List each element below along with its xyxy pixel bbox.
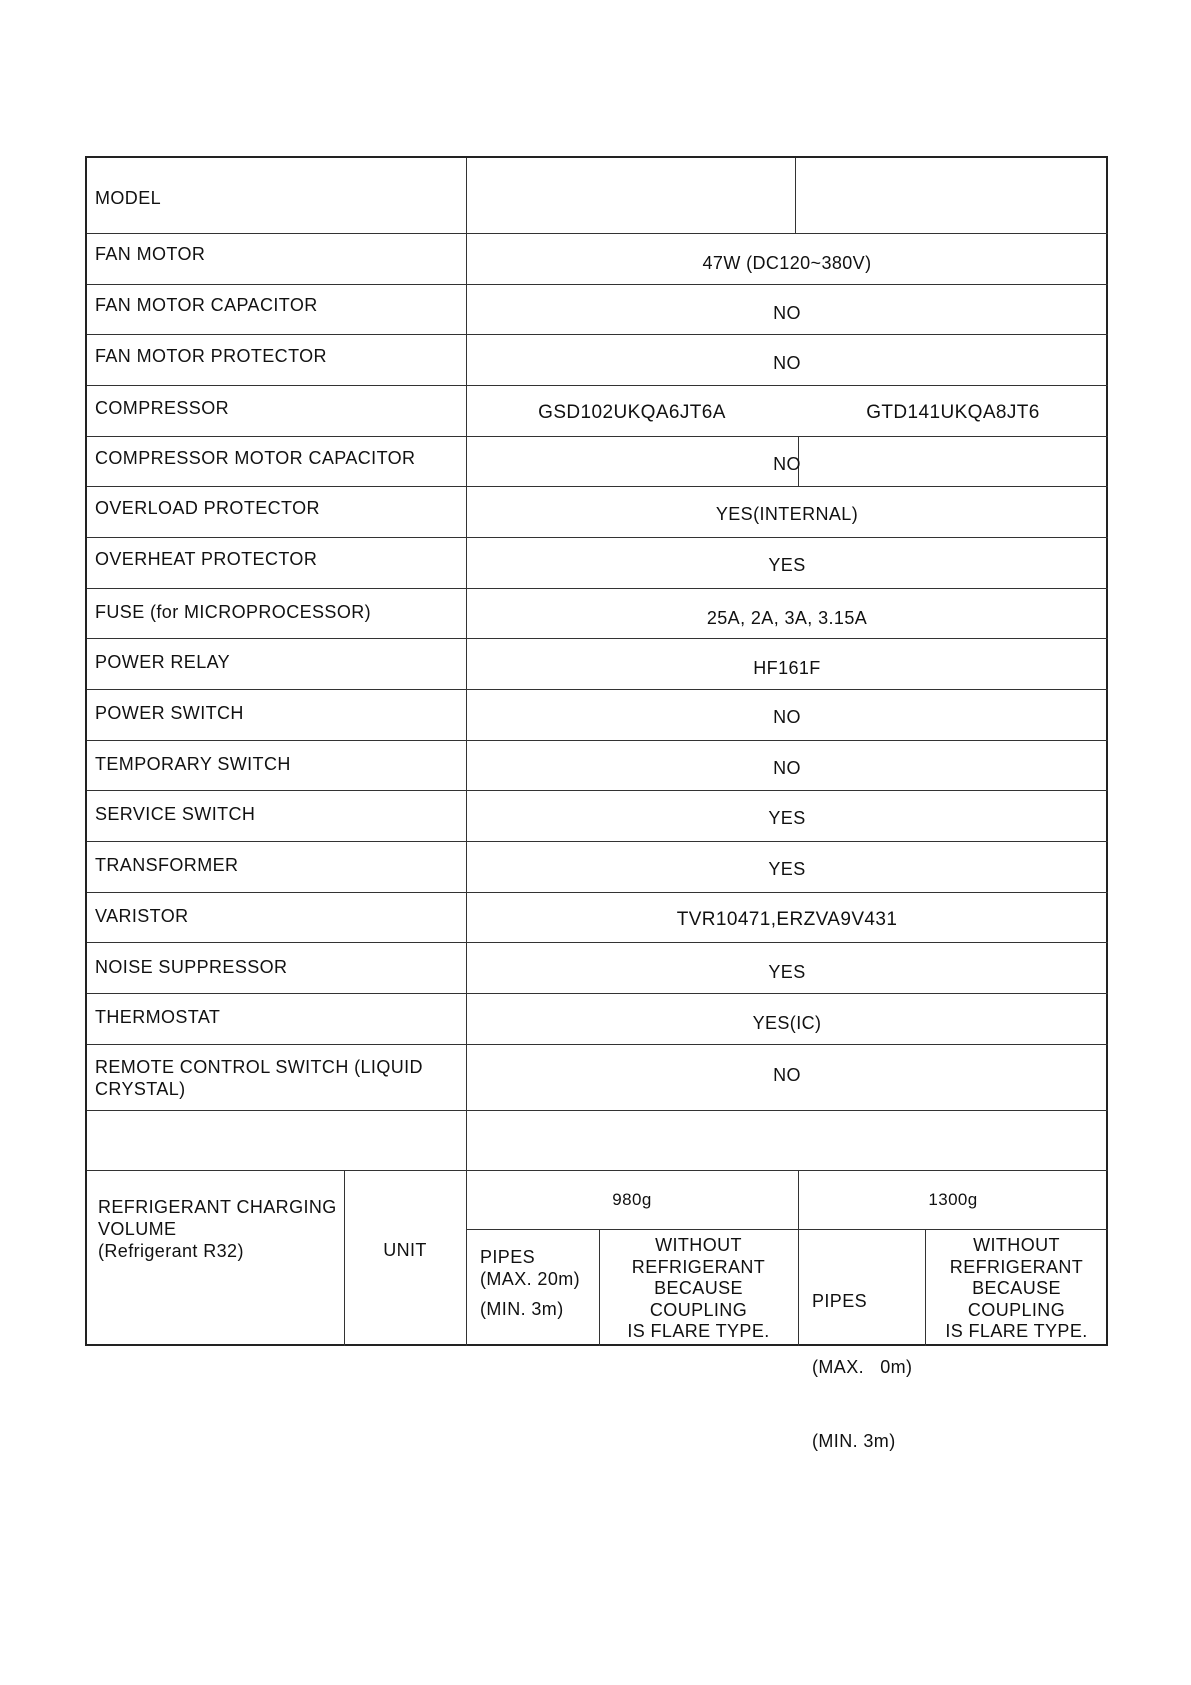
row-label-remote-control-switch: REMOTE CONTROL SWITCH (LIQUID CRYSTAL): [95, 1057, 423, 1099]
note-b-line: COUPLING: [967, 1299, 1066, 1320]
row-label-overheat-protector: OVERHEAT PROTECTOR: [95, 549, 318, 569]
note-a-line: BECAUSE: [654, 1278, 743, 1298]
row-label-model: MODEL: [95, 188, 162, 208]
row-label-temporary-switch: TEMPORARY SWITCH: [95, 754, 291, 774]
value-fan-motor: 47W (DC120~380V): [702, 253, 872, 273]
note-b-line: WITHOUT: [973, 1235, 1060, 1255]
value-power-switch: NO: [773, 707, 801, 727]
refrigerant-label-line1: REFRIGERANT CHARGING: [98, 1197, 337, 1217]
value-noise-suppressor: YES: [768, 962, 806, 982]
pipes-b-title: PIPES: [812, 1291, 868, 1311]
specification-table: [85, 156, 1108, 1451]
row-label-overload-protector: OVERLOAD PROTECTOR: [95, 498, 320, 518]
value-compressor-a: GSD102UKQA6JT6A: [538, 402, 726, 423]
value-transformer: YES: [768, 859, 806, 879]
value-compressor-motor-capacitor: NO: [773, 454, 801, 474]
row-label-power-switch: POWER SWITCH: [95, 703, 244, 723]
pipes-a-max: (MAX. 20m): [480, 1269, 581, 1289]
row-label-noise-suppressor: NOISE SUPPRESSOR: [95, 957, 288, 977]
value-varistor: TVR10471,ERZVA9V431: [676, 909, 898, 930]
pipes-b-max: (MAX. 0m): [812, 1357, 913, 1377]
refrigerant-volume-a: 980g: [612, 1190, 652, 1209]
pipes-a-title: PIPES: [480, 1247, 536, 1267]
refrigerant-volume-b: 1300g: [928, 1190, 978, 1209]
row-label-varistor: VARISTOR: [95, 906, 189, 926]
value-power-relay: HF161F: [753, 658, 821, 678]
note-a-line: COUPLING: [649, 1299, 748, 1320]
value-overload-protector: YES(INTERNAL): [715, 504, 859, 524]
note-b-line: BECAUSE: [972, 1278, 1061, 1298]
row-label-fan-motor-protector: FAN MOTOR PROTECTOR: [95, 346, 327, 366]
refrigerant-label: [98, 1196, 337, 1262]
row-label-thermostat: THERMOSTAT: [95, 1007, 221, 1027]
refrigerant-label-line2: VOLUME: [98, 1219, 177, 1239]
value-overheat-protector: YES: [768, 555, 806, 575]
note-a-line: REFRIGERANT: [631, 1256, 766, 1277]
pipes-a-min: (MIN. 3m): [480, 1299, 564, 1319]
value-compressor-b: GTD141UKQA8JT6: [866, 402, 1040, 423]
note-a: [599, 1235, 798, 1343]
row-label-service-switch: SERVICE SWITCH: [95, 804, 256, 824]
value-thermostat: YES(IC): [752, 1013, 822, 1033]
refrigerant-unit: UNIT: [383, 1240, 427, 1260]
refrigerant-label-line3: (Refrigerant R32): [98, 1241, 244, 1261]
note-a-line: IS FLARE TYPE.: [627, 1321, 770, 1341]
pipes-b: [812, 1246, 912, 1496]
value-remote-control-switch: NO: [773, 1065, 801, 1085]
row-label-transformer: TRANSFORMER: [95, 855, 239, 875]
value-fuse: 25A, 2A, 3A, 3.15A: [706, 608, 868, 628]
row-label-compressor: COMPRESSOR: [95, 398, 230, 418]
pipes-b-min: (MIN. 3m): [812, 1431, 896, 1451]
row-label-power-relay: POWER RELAY: [95, 652, 231, 672]
value-service-switch: YES: [768, 808, 806, 828]
note-b: [925, 1235, 1108, 1343]
value-temporary-switch: NO: [773, 758, 801, 778]
row-label-fan-motor: FAN MOTOR: [95, 244, 206, 264]
pipes-a: [480, 1246, 580, 1320]
value-fan-motor-protector: NO: [773, 353, 801, 373]
row-label-fan-motor-capacitor: FAN MOTOR CAPACITOR: [95, 295, 318, 315]
row-label-fuse: FUSE (for MICROPROCESSOR): [95, 602, 372, 622]
value-fan-motor-capacitor: NO: [773, 303, 801, 323]
note-b-line: REFRIGERANT: [949, 1256, 1084, 1277]
note-a-line: WITHOUT: [655, 1235, 742, 1255]
note-b-line: IS FLARE TYPE.: [945, 1321, 1088, 1341]
row-label-compressor-motor-capacitor: COMPRESSOR MOTOR CAPACITOR: [95, 448, 416, 468]
